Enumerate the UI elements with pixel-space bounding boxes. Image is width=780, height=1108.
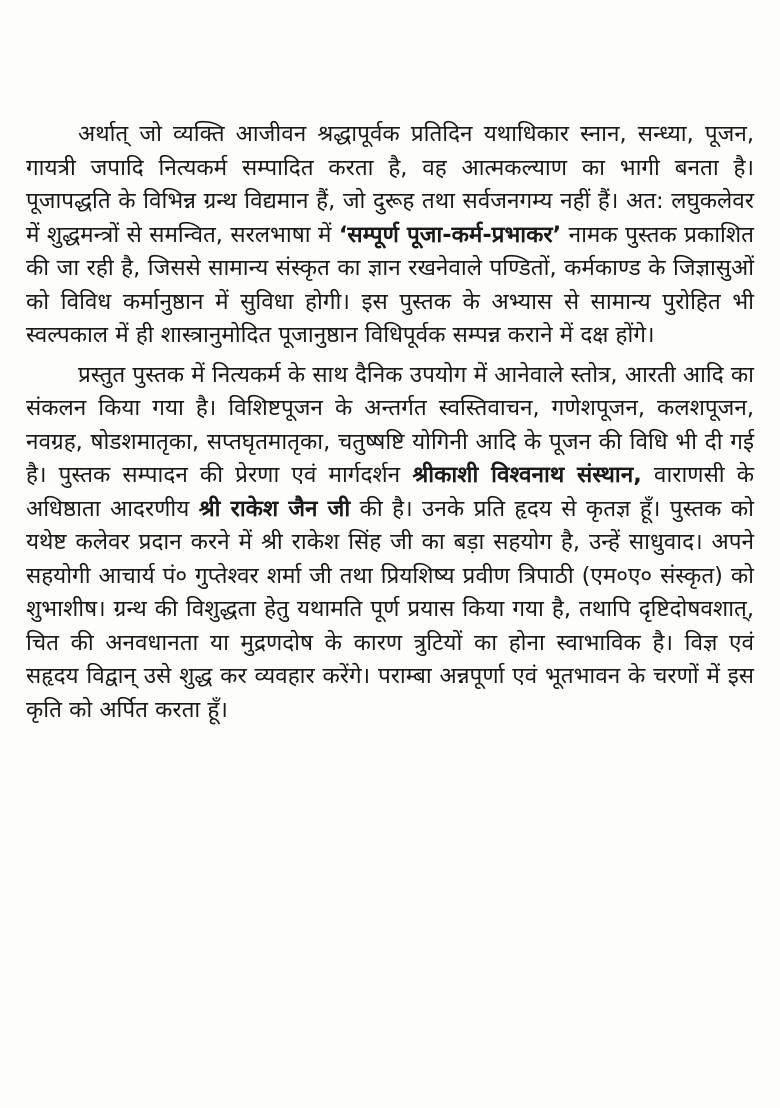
paragraph-2-text-a: प्रस्तुत पुस्तक में नित्यकर्म के साथ दैनिक उपयोग में आनेवाले स्तोत्र, आरती आदि का संकलन किया गया है। विशिष्टपूजन के अन्तर्गत स्वस्तिवाचन, गणेशपूजन, कलशपूजन, नवग्रह, षोडशमातृका, सप्तघृतमातृका, चतुष्षष्टि योगिनी आदि के पूजन की विधि भी दी गई है। पुस्तक सम्पादन की प्रेरणा एवं मार्गदर्शन (26, 361, 754, 488)
paragraph-2-text-c: की है। उनके प्रति हृदय से कृतज्ञ हूँ। पुस्तक को यथेष्ट कलेवर प्रदान करने में श्री राकेश सिंह जी का बड़ा सहयोग है, उन्हें साधुवाद। अपने सहयोगी आचार्य पं० गुप्तेश्वर शर्मा जी तथा प्रियशिष्य प्रवीण त्रिपाठी (एम०ए० संस्कृत) को शुभाशीष। ग्रन्थ की विशुद्धता हेतु यथामति पूर्ण प्रयास किया गया है, तथापि दृष्टिदोषवशात्, चित की अनवधानता या मुद्रणदोष के कारण त्रुटियों का होना स्वाभाविक है। विज्ञ एवं सहृदय विद्वान् उसे शुद्ध कर व्यवहार करेंगे। पराम्बा अन्नपूर्णा एवं भूतभावन के चरणों में इस कृति को अर्पित करता हूँ। (26, 495, 754, 723)
paragraph-1-text-a: अर्थात् जो व्यक्ति आजीवन श्रद्धापूर्वक प्रतिदिन यथाधिकार स्नान, सन्ध्या, पूजन, गायत्री जपादि नित्यकर्म सम्पादित करता है, वह आत्मकल्याण का भागी बनता है। पूजापद्धति के विभिन्न ग्रन्थ विद्यमान हैं, जो दुरूह तथा सर्वजनगम्य नहीं हैं। अत: लघुकलेवर में शुद्धमन्त्रों से समन्वित, सरलभाषा में (26, 121, 754, 248)
preface-text (26, 118, 754, 733)
institution-name: श्रीकाशी विश्वनाथ संस्थान, (412, 462, 642, 488)
patron-name: श्री राकेश जैन जी (198, 495, 351, 522)
paragraph-1-text-b: नामक पुस्तक प्रकाशित की जा रही है, जिससे सामान्य संस्कृत का ज्ञान रखनेवाले पण्डितों, कर्मकाण्ड के जिज्ञासुओं को विविध कर्मानुष्ठान में सुविधा होगी। इस पुस्तक के अभ्यास से सामान्य पुरोहित भी स्वल्पकाल में ही शास्त्रानुमोदित पूजानुष्ठान विधिपूर्वक सम्पन्न कराने में दक्ष होंगे। (26, 221, 754, 348)
paragraph-2-text-b: वाराणसी के अधिष्ठाता आदरणीय (26, 462, 755, 522)
paragraph-2 (26, 359, 754, 728)
book-title: ‘सम्पूर्ण पूजा-कर्म-प्रभाकर’ (338, 221, 562, 248)
paragraph-1 (26, 118, 754, 353)
